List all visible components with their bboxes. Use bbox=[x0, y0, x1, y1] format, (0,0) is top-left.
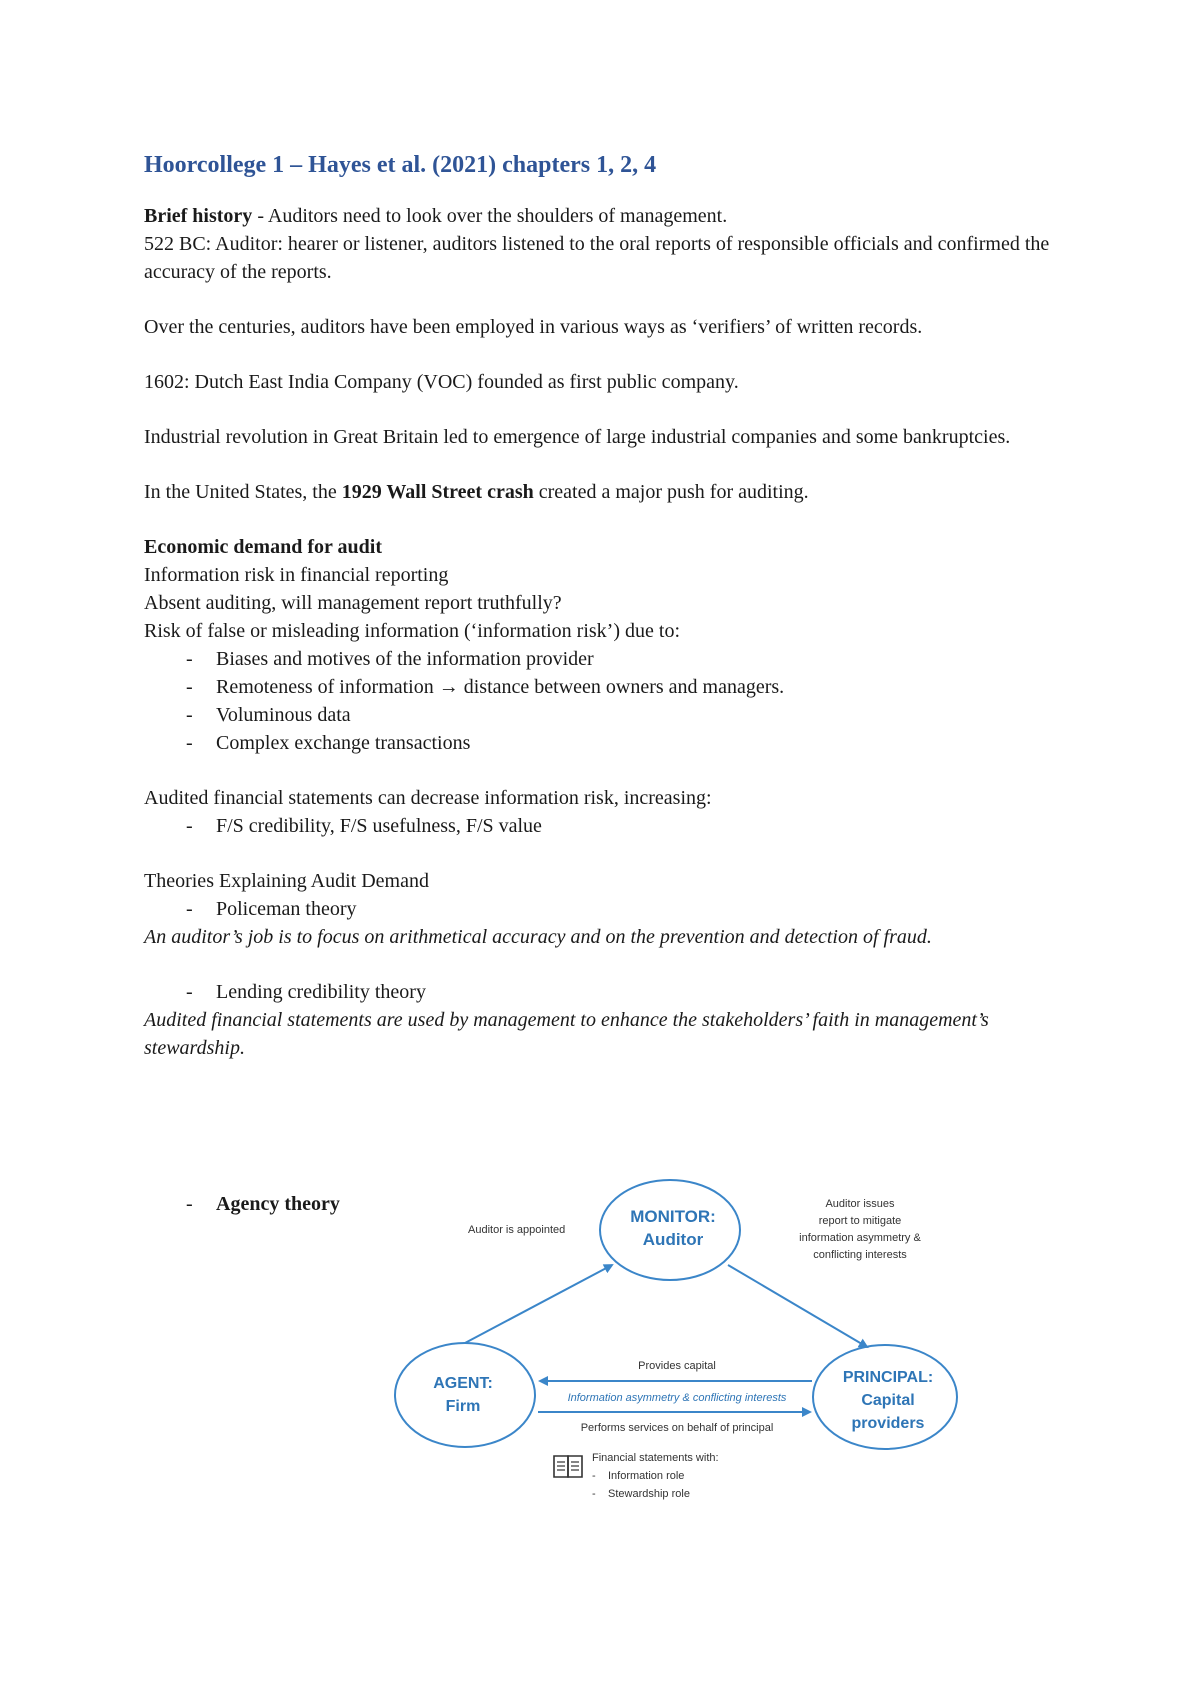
principal-label-3: providers bbox=[851, 1415, 925, 1432]
list-item: - Remoteness of information → distance between owners and managers. bbox=[186, 673, 1074, 701]
issues-label-2: report to mitigate bbox=[818, 1215, 902, 1227]
audited-list bbox=[144, 812, 1074, 840]
theories-heading: Theories Explaining Audit Demand bbox=[144, 870, 429, 892]
dash-marker: - bbox=[186, 1193, 193, 1215]
risk-list bbox=[144, 645, 1074, 757]
document-content bbox=[144, 150, 1074, 1062]
agency-diagram bbox=[380, 1165, 960, 1510]
issues-label-3: information asymmetry & bbox=[799, 1232, 921, 1244]
provides-capital-label: Provides capital bbox=[638, 1360, 716, 1372]
agency-theory-label: Agency theory bbox=[216, 1193, 340, 1215]
principal-label-1: PRINCIPAL: bbox=[842, 1369, 934, 1386]
agent-circle bbox=[395, 1343, 535, 1447]
lending-list bbox=[144, 978, 1074, 1006]
demand-line-2: Absent auditing, will management report truthfully? bbox=[144, 592, 562, 614]
history-intro: - Auditors need to look over the shoulders of management. bbox=[252, 205, 728, 227]
performs-label: Performs services on behalf of principal bbox=[580, 1422, 774, 1434]
appointed-label: Auditor is appointed bbox=[468, 1224, 566, 1236]
agent-label-1: AGENT: bbox=[433, 1375, 493, 1392]
agent-label-2: Firm bbox=[445, 1398, 481, 1415]
principal-label-2: Capital bbox=[861, 1392, 915, 1409]
fs-dash-2: - bbox=[592, 1488, 596, 1500]
list-item: - Voluminous data bbox=[186, 701, 1074, 729]
wallstreet-bold: 1929 Wall Street crash bbox=[341, 481, 534, 503]
fs-heading: Financial statements with: bbox=[592, 1452, 719, 1464]
fs-dash-1: - bbox=[592, 1470, 596, 1482]
history-label: Brief history bbox=[144, 205, 253, 227]
fs-item-2: Stewardship role bbox=[608, 1488, 690, 1500]
agent-to-monitor-arrow bbox=[465, 1265, 612, 1343]
page-title: Hoorcollege 1 – Hayes et al. (2021) chapters 1, 2, 4 bbox=[144, 152, 657, 178]
fs-item-1: Information role bbox=[608, 1470, 685, 1482]
audited-line: Audited financial statements can decrease information risk, increasing: bbox=[144, 787, 712, 809]
history-line-522bc: 522 BC: Auditor: hearer or listener, auditors listened to the oral reports of responsible officials and confirmed the accuracy of the reports. bbox=[144, 233, 1050, 283]
list-item: - F/S credibility, F/S usefulness, F/S value bbox=[186, 812, 1074, 840]
history-wallstreet: In the United States, the 1929 Wall Street crash created a major push for auditing. bbox=[144, 481, 809, 503]
lending-description: Audited financial statements are used by management to enhance the stakeholders’ faith in management’s stewardship. bbox=[144, 1009, 989, 1059]
arrow-right-icon: → bbox=[438, 676, 459, 698]
demand-line-3: Risk of false or misleading information (‘information risk’) due to: bbox=[144, 620, 680, 642]
history-centuries: Over the centuries, auditors have been employed in various ways as ‘verifiers’ of written records. bbox=[144, 316, 923, 338]
issues-label-1: Auditor issues bbox=[825, 1198, 895, 1210]
asymmetry-label: Information asymmetry & conflicting interests bbox=[567, 1392, 787, 1404]
demand-line-1: Information risk in financial reporting bbox=[144, 564, 449, 586]
policeman-list bbox=[144, 895, 1074, 923]
policeman-description: An auditor’s job is to focus on arithmetical accuracy and on the prevention and detection of fraud. bbox=[144, 926, 932, 948]
history-paragraph bbox=[144, 202, 1074, 230]
demand-heading: Economic demand for audit bbox=[144, 536, 382, 558]
list-item: - Policeman theory bbox=[186, 895, 1074, 923]
agency-diagram-svg bbox=[380, 1165, 960, 1510]
monitor-to-principal-arrow bbox=[728, 1265, 867, 1347]
history-industrial: Industrial revolution in Great Britain led to emergence of large industrial companies and some bankruptcies. bbox=[144, 426, 1011, 448]
list-item: - Lending credibility theory bbox=[186, 978, 1074, 1006]
monitor-label-2: Auditor bbox=[642, 1230, 704, 1249]
issues-label-4: conflicting interests bbox=[813, 1249, 907, 1261]
book-icon bbox=[554, 1456, 582, 1477]
history-voc: 1602: Dutch East India Company (VOC) founded as first public company. bbox=[144, 371, 739, 393]
monitor-label-1: MONITOR: bbox=[630, 1207, 716, 1226]
list-item: - Biases and motives of the information provider bbox=[186, 645, 1074, 673]
list-item: - Complex exchange transactions bbox=[186, 729, 1074, 757]
